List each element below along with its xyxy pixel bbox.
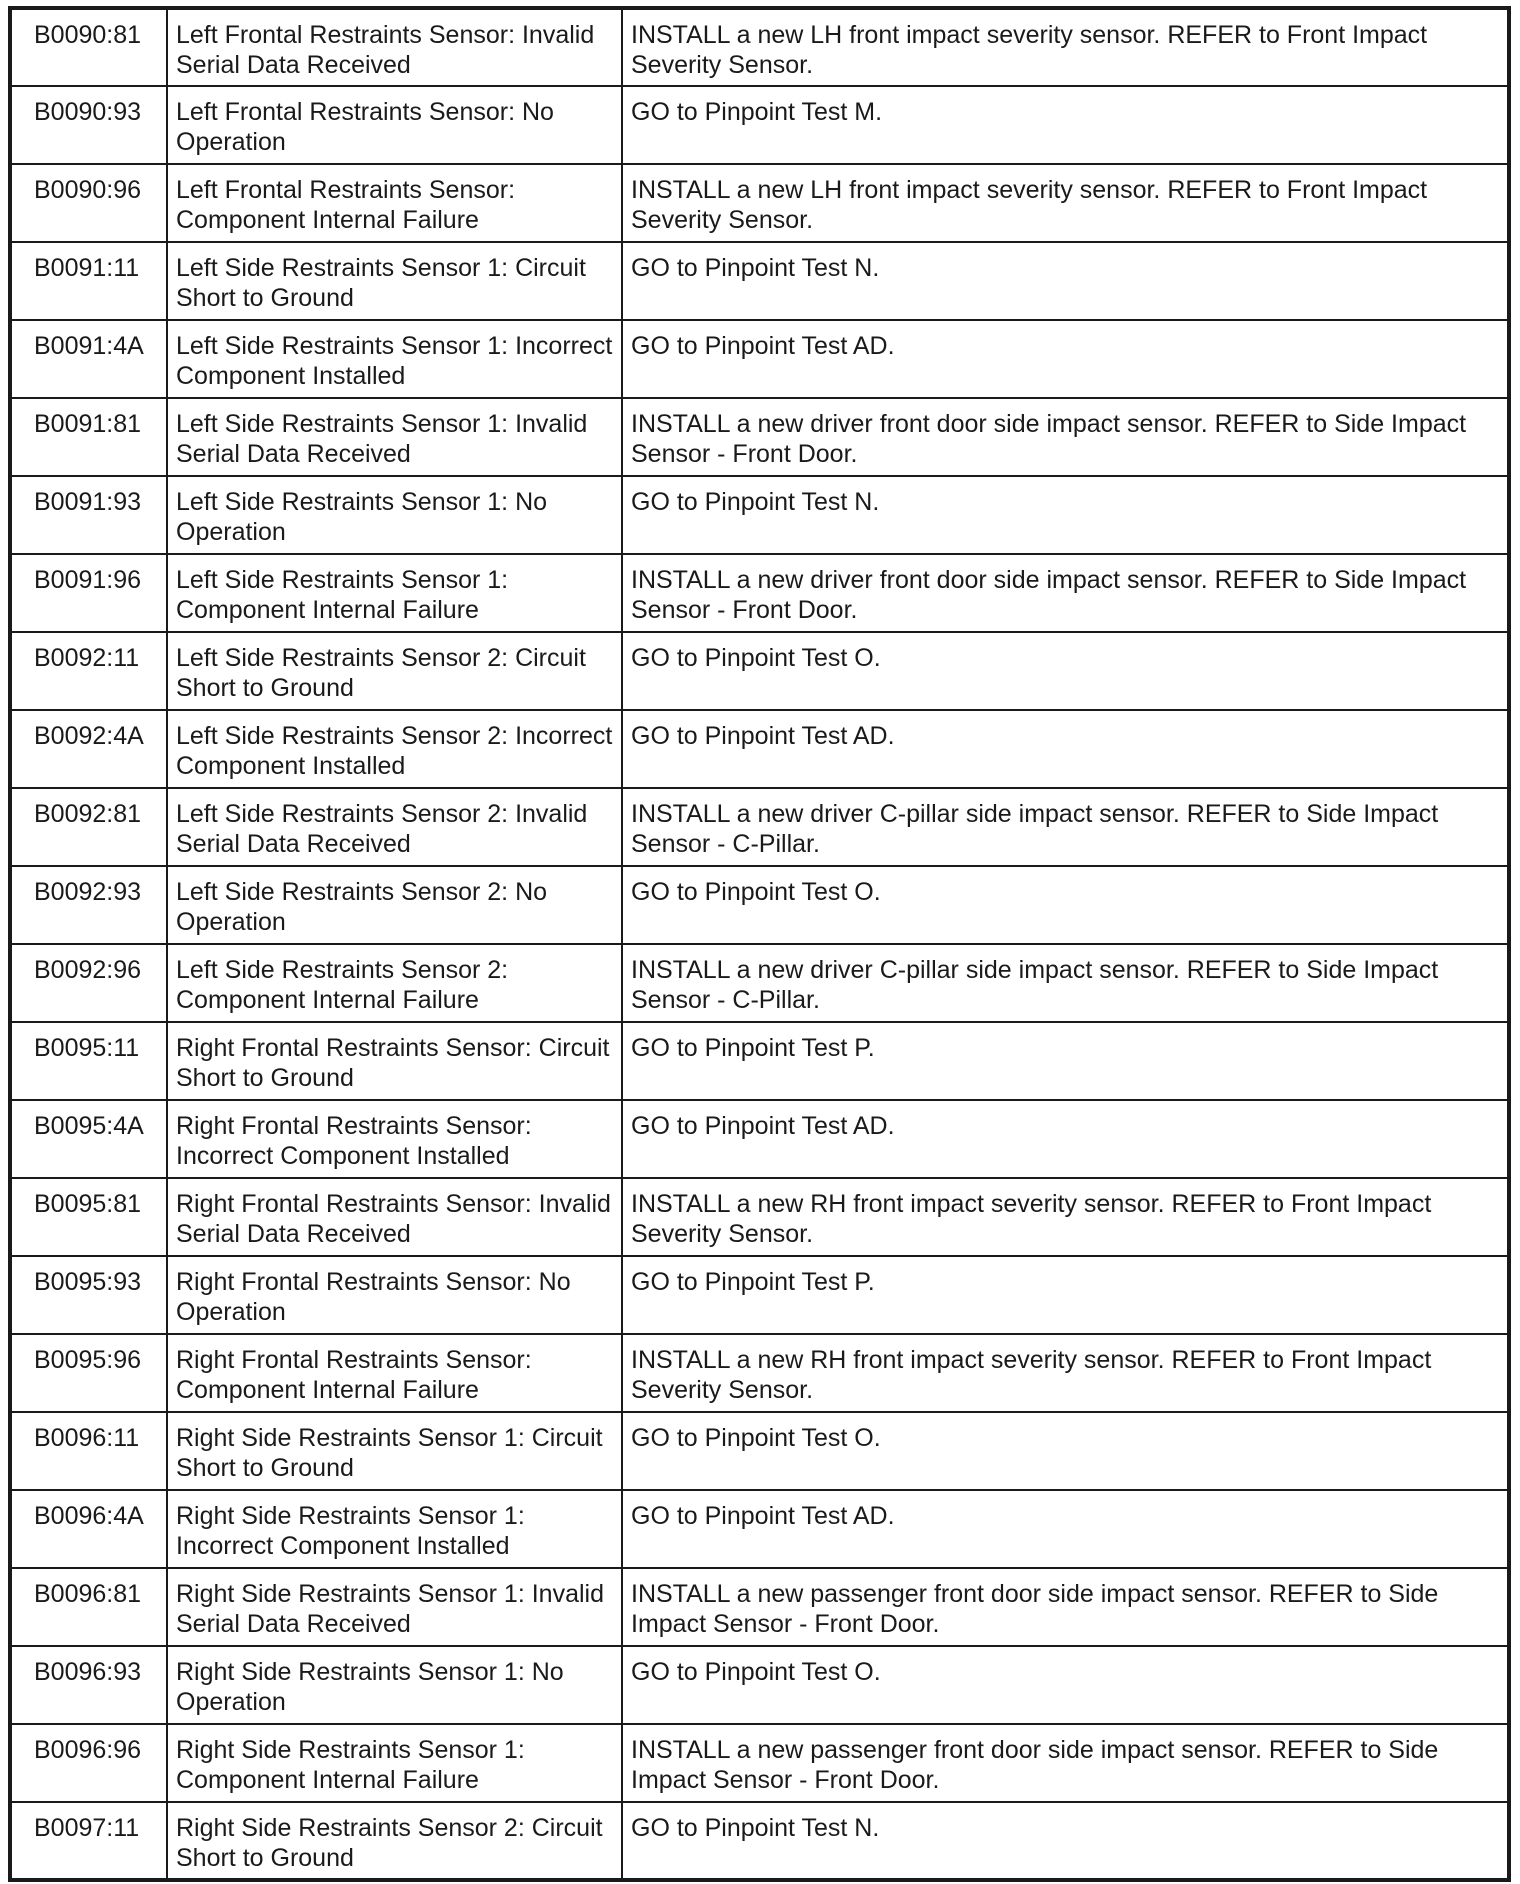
dtc-action-cell: GO to Pinpoint Test AD. (622, 710, 1509, 788)
dtc-action-cell: INSTALL a new driver C-pillar side impact sensor. REFER to Side Impact Sensor - C-Pillar. (622, 944, 1509, 1022)
dtc-code-cell: B0090:93 (10, 86, 167, 164)
dtc-code-cell: B0097:11 (10, 1802, 167, 1880)
dtc-action-cell: GO to Pinpoint Test N. (622, 1802, 1509, 1880)
dtc-description-cell: Right Frontal Restraints Sensor: Circuit Short to Ground (167, 1022, 622, 1100)
dtc-code-cell: B0096:4A (10, 1490, 167, 1568)
dtc-action-cell: GO to Pinpoint Test N. (622, 242, 1509, 320)
dtc-description-cell: Left Side Restraints Sensor 1: Component Internal Failure (167, 554, 622, 632)
table-row (10, 1568, 1509, 1646)
dtc-action-cell: GO to Pinpoint Test M. (622, 86, 1509, 164)
dtc-description-cell: Right Side Restraints Sensor 1: Circuit Short to Ground (167, 1412, 622, 1490)
table-row (10, 1100, 1509, 1178)
dtc-code-cell: B0095:11 (10, 1022, 167, 1100)
dtc-code-cell: B0095:96 (10, 1334, 167, 1412)
dtc-description-cell: Left Side Restraints Sensor 1: Incorrect Component Installed (167, 320, 622, 398)
dtc-description-cell: Right Frontal Restraints Sensor: Incorrect Component Installed (167, 1100, 622, 1178)
dtc-code-cell: B0096:96 (10, 1724, 167, 1802)
dtc-description-cell: Right Frontal Restraints Sensor: No Operation (167, 1256, 622, 1334)
dtc-code-cell: B0092:11 (10, 632, 167, 710)
dtc-code-cell: B0092:93 (10, 866, 167, 944)
dtc-description-cell: Left Frontal Restraints Sensor: No Operation (167, 86, 622, 164)
table-row (10, 398, 1509, 476)
dtc-code-cell: B0096:93 (10, 1646, 167, 1724)
dtc-action-cell: INSTALL a new passenger front door side impact sensor. REFER to Side Impact Sensor - Front Door. (622, 1568, 1509, 1646)
dtc-description-cell: Left Frontal Restraints Sensor: Invalid Serial Data Received (167, 8, 622, 86)
dtc-description-cell: Left Side Restraints Sensor 1: No Operation (167, 476, 622, 554)
dtc-description-cell: Left Side Restraints Sensor 2: No Operation (167, 866, 622, 944)
table-row (10, 1724, 1509, 1802)
dtc-action-cell: GO to Pinpoint Test O. (622, 1646, 1509, 1724)
dtc-description-cell: Right Side Restraints Sensor 1: Incorrect Component Installed (167, 1490, 622, 1568)
table-row (10, 710, 1509, 788)
table-row (10, 944, 1509, 1022)
dtc-action-cell: INSTALL a new LH front impact severity sensor. REFER to Front Impact Severity Sensor. (622, 164, 1509, 242)
dtc-action-cell: GO to Pinpoint Test O. (622, 632, 1509, 710)
dtc-description-cell: Right Side Restraints Sensor 1: Invalid Serial Data Received (167, 1568, 622, 1646)
table-row (10, 1490, 1509, 1568)
table-row (10, 1412, 1509, 1490)
dtc-code-cell: B0091:93 (10, 476, 167, 554)
dtc-action-cell: GO to Pinpoint Test AD. (622, 1100, 1509, 1178)
dtc-code-cell: B0095:4A (10, 1100, 167, 1178)
dtc-action-cell: INSTALL a new driver front door side impact sensor. REFER to Side Impact Sensor - Front Door. (622, 398, 1509, 476)
table-row (10, 788, 1509, 866)
dtc-action-cell: GO to Pinpoint Test AD. (622, 320, 1509, 398)
dtc-table (8, 6, 1511, 1882)
dtc-code-cell: B0095:93 (10, 1256, 167, 1334)
table-row (10, 554, 1509, 632)
dtc-action-cell: GO to Pinpoint Test P. (622, 1256, 1509, 1334)
dtc-description-cell: Left Side Restraints Sensor 2: Circuit Short to Ground (167, 632, 622, 710)
dtc-code-cell: B0091:4A (10, 320, 167, 398)
dtc-code-cell: B0096:11 (10, 1412, 167, 1490)
dtc-code-cell: B0092:4A (10, 710, 167, 788)
dtc-action-cell: GO to Pinpoint Test O. (622, 866, 1509, 944)
dtc-code-cell: B0095:81 (10, 1178, 167, 1256)
dtc-table-body (10, 8, 1509, 1880)
dtc-description-cell: Left Side Restraints Sensor 2: Incorrect Component Installed (167, 710, 622, 788)
dtc-action-cell: INSTALL a new driver C-pillar side impact sensor. REFER to Side Impact Sensor - C-Pillar. (622, 788, 1509, 866)
dtc-action-cell: INSTALL a new RH front impact severity sensor. REFER to Front Impact Severity Sensor. (622, 1334, 1509, 1412)
table-row (10, 1256, 1509, 1334)
dtc-description-cell: Left Side Restraints Sensor 1: Circuit Short to Ground (167, 242, 622, 320)
table-row (10, 242, 1509, 320)
dtc-description-cell: Left Side Restraints Sensor 1: Invalid Serial Data Received (167, 398, 622, 476)
table-row (10, 8, 1509, 86)
dtc-code-cell: B0092:81 (10, 788, 167, 866)
table-row (10, 476, 1509, 554)
table-row (10, 1022, 1509, 1100)
dtc-action-cell: GO to Pinpoint Test O. (622, 1412, 1509, 1490)
dtc-code-cell: B0091:11 (10, 242, 167, 320)
dtc-code-cell: B0090:81 (10, 8, 167, 86)
dtc-code-cell: B0090:96 (10, 164, 167, 242)
dtc-code-cell: B0091:96 (10, 554, 167, 632)
dtc-code-cell: B0096:81 (10, 1568, 167, 1646)
dtc-description-cell: Right Side Restraints Sensor 2: Circuit Short to Ground (167, 1802, 622, 1880)
dtc-description-cell: Right Frontal Restraints Sensor: Invalid Serial Data Received (167, 1178, 622, 1256)
dtc-description-cell: Left Frontal Restraints Sensor: Component Internal Failure (167, 164, 622, 242)
table-row (10, 1646, 1509, 1724)
dtc-code-cell: B0092:96 (10, 944, 167, 1022)
table-row (10, 1334, 1509, 1412)
dtc-description-cell: Right Side Restraints Sensor 1: No Operation (167, 1646, 622, 1724)
dtc-action-cell: INSTALL a new RH front impact severity sensor. REFER to Front Impact Severity Sensor. (622, 1178, 1509, 1256)
dtc-action-cell: INSTALL a new LH front impact severity sensor. REFER to Front Impact Severity Sensor. (622, 8, 1509, 86)
table-row (10, 320, 1509, 398)
table-row (10, 1178, 1509, 1256)
dtc-description-cell: Left Side Restraints Sensor 2: Invalid Serial Data Received (167, 788, 622, 866)
dtc-action-cell: INSTALL a new passenger front door side impact sensor. REFER to Side Impact Sensor - Front Door. (622, 1724, 1509, 1802)
dtc-action-cell: GO to Pinpoint Test N. (622, 476, 1509, 554)
dtc-code-cell: B0091:81 (10, 398, 167, 476)
table-row (10, 866, 1509, 944)
dtc-description-cell: Right Side Restraints Sensor 1: Component Internal Failure (167, 1724, 622, 1802)
table-row (10, 1802, 1509, 1880)
table-row (10, 632, 1509, 710)
table-row (10, 164, 1509, 242)
dtc-action-cell: GO to Pinpoint Test AD. (622, 1490, 1509, 1568)
dtc-action-cell: GO to Pinpoint Test P. (622, 1022, 1509, 1100)
dtc-action-cell: INSTALL a new driver front door side impact sensor. REFER to Side Impact Sensor - Front Door. (622, 554, 1509, 632)
dtc-description-cell: Right Frontal Restraints Sensor: Component Internal Failure (167, 1334, 622, 1412)
dtc-description-cell: Left Side Restraints Sensor 2: Component Internal Failure (167, 944, 622, 1022)
table-row (10, 86, 1509, 164)
